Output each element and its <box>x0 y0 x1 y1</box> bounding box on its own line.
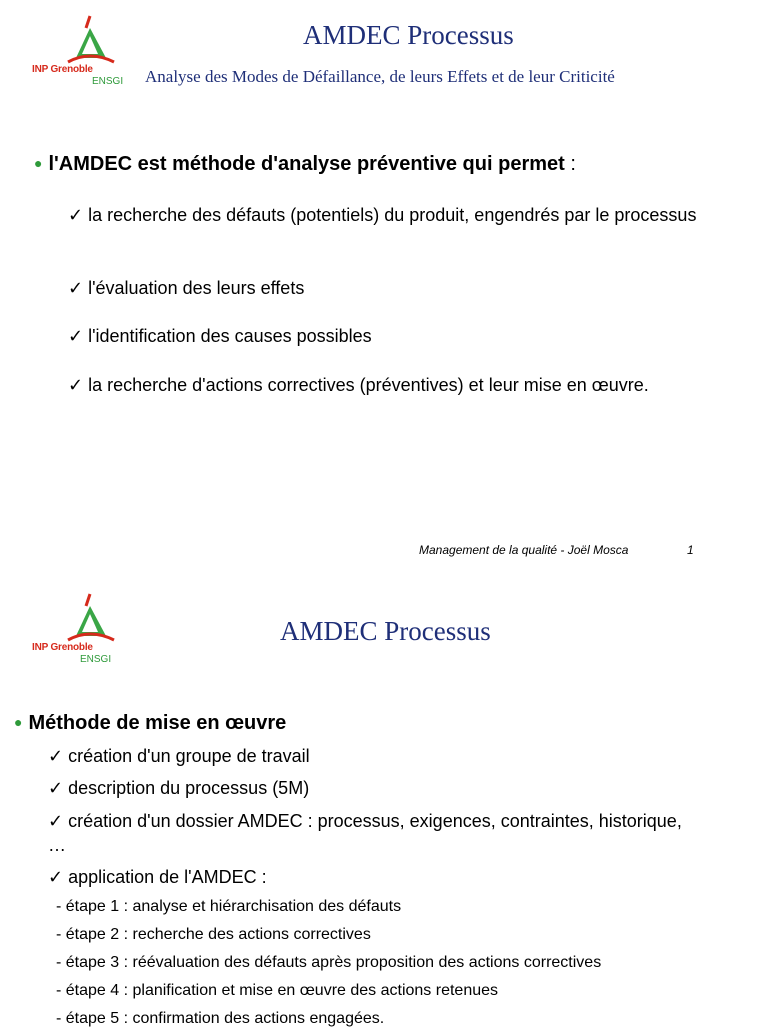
main-bullet-suffix: : <box>564 153 576 175</box>
list-item: ✓ l'évaluation des leurs effets <box>68 278 305 298</box>
list-item: ✓ description du processus (5M) <box>48 778 310 798</box>
page-number: 1 <box>687 543 694 557</box>
logo-emblem-icon <box>30 592 130 644</box>
slide-title: AMDEC Processus <box>280 616 491 646</box>
list-item: ✓ la recherche des défauts (potentiels) du produit, engendrés par le processus <box>68 205 697 225</box>
step-item: - étape 4 : planification et mise en œuvre des actions retenues <box>56 982 499 999</box>
logo-line1: INP Grenoble <box>32 64 93 75</box>
logo-line2: ENSGI <box>92 76 124 87</box>
slide-subtitle: Analyse des Modes de Défaillance, de leurs Effets et de leur Criticité <box>145 67 615 86</box>
inp-grenoble-logo <box>30 14 130 87</box>
list-item: ✓ création d'un dossier AMDEC : processus, exigences, contraintes, historique, … <box>48 811 682 855</box>
main-bullet <box>34 153 576 176</box>
list-item: ✓ création d'un groupe de travail <box>48 746 310 766</box>
list-item: ✓ l'identification des causes possibles <box>68 326 372 346</box>
logo-emblem-icon <box>30 14 130 66</box>
inp-grenoble-logo <box>30 592 130 665</box>
step-item: - étape 3 : réévaluation des défauts après proposition des actions correctives <box>56 954 602 971</box>
bullet-dot-icon: ● <box>14 714 23 730</box>
step-item: - étape 5 : confirmation des actions engagées. <box>56 1010 385 1027</box>
footer-credit: Management de la qualité - Joël Mosca <box>419 543 629 557</box>
step-item: - étape 1 : analyse et hiérarchisation des défauts <box>56 898 402 915</box>
step-item: - étape 2 : recherche des actions correctives <box>56 926 371 943</box>
logo-line1: INP Grenoble <box>32 642 93 653</box>
main-bullet-text: l'AMDEC est méthode d'analyse préventive qui permet <box>48 153 565 175</box>
bullet-dot-icon: ● <box>34 155 43 171</box>
slide-2 <box>0 580 768 1027</box>
list-item: ✓ application de l'AMDEC : <box>48 867 267 887</box>
slide-title: AMDEC Processus <box>303 20 514 50</box>
main-bullet-text: Méthode de mise en œuvre <box>28 712 287 734</box>
list-item: ✓ la recherche d'actions correctives (préventives) et leur mise en œuvre. <box>68 375 649 395</box>
main-bullet <box>14 712 286 735</box>
logo-line2: ENSGI <box>80 654 112 665</box>
